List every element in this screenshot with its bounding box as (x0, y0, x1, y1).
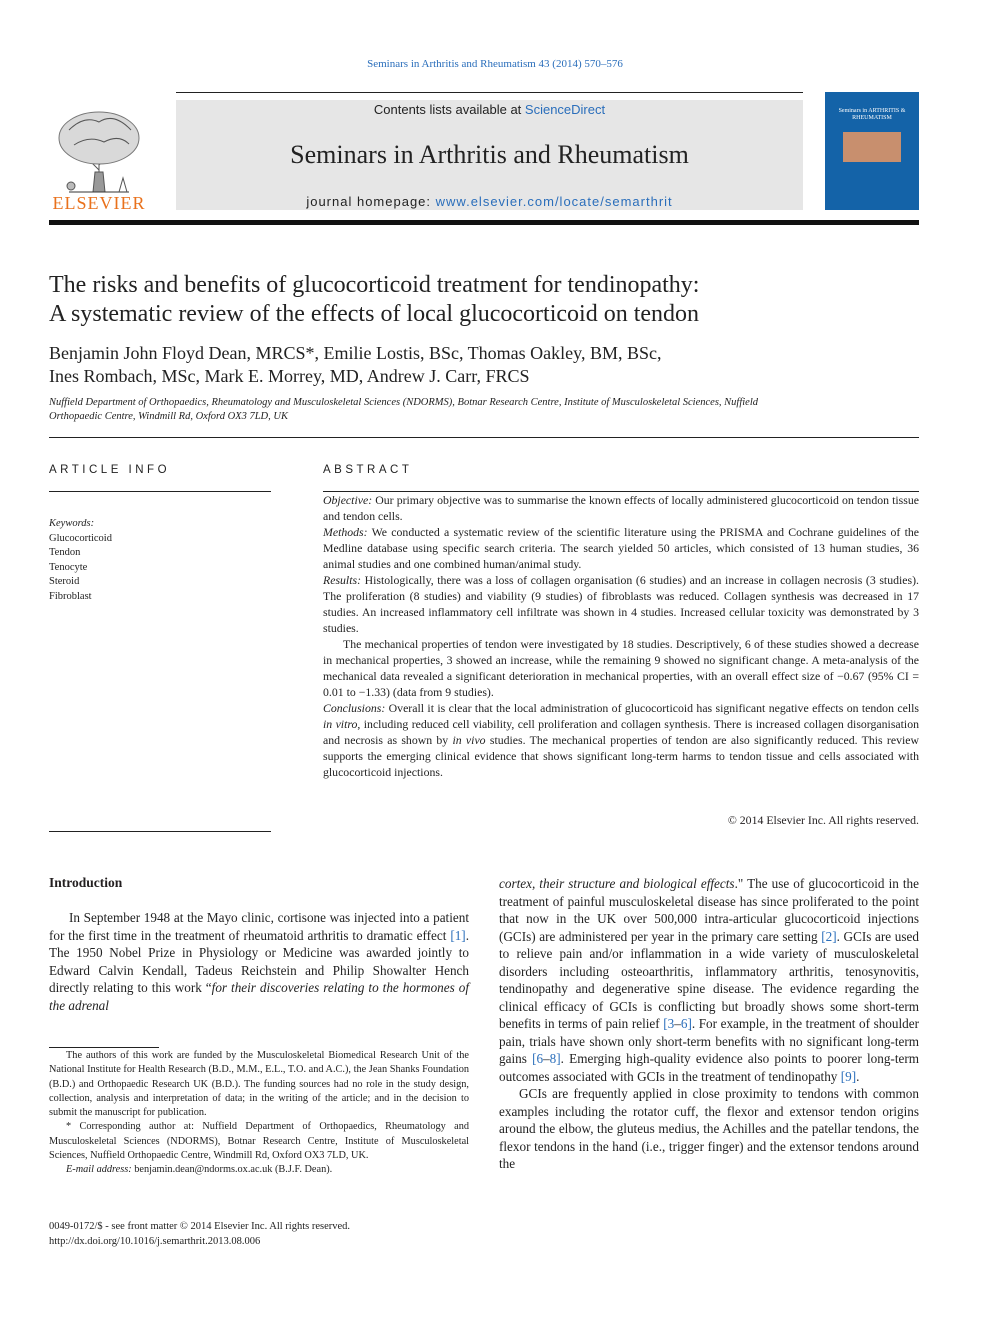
intro-right-column (499, 875, 919, 1173)
journal-title: Seminars in Arthritis and Rheumatism (290, 140, 689, 169)
keyword-item: Tenocyte (49, 561, 88, 573)
journal-cover-thumbnail[interactable] (825, 92, 919, 210)
article-meta (49, 1220, 350, 1249)
reference-link[interactable]: [9] (840, 1068, 857, 1084)
abstract-results-mechanical: The mechanical properties of tendon were investigated by 18 studies. Descriptively, 6 of these studies showed a decrease in mechanical properties, 3 showed an increase, while the remaining 9 showed no significant change. A meta-analysis of the mechanical data revealed a significant deterioration in mechanical properties, with an overall effect size of −0.67 (95% CI = 0.01 to −1.33) (data from 9 studies). (323, 637, 919, 699)
intro-paragraph-1-cont: cortex, their structure and biological effects." The use of glucocorticoid in the treatment of painful musculoskeletal disease has since proliferated to the point that now in the UK over 500,000 intra-articular glucocorticoid injections (GCIs) are administered per year in the primary care setting [2]. GCIs are used to relieve pain and/or inflammation in a wide variety of musculoskeletal disorders including osteoarthritis, inflammatory arthritis, tenosynovitis, tendinopathy and degenerative spine disease. The evidence regarding the clinical efficacy of GCIs is conflicting but broadly shows some short-term benefits in terms of pain relief [3–6]. For example, in the treatment of shoulder pain, trials have shown only short-term benefits with no significant long-term gains [6–8]. Emerging high-quality evidence also points to poorer long-term outcomes associated with GCIs in the treatment of tendinopathy [9]. (499, 876, 920, 1084)
keyword-item: Tendon (49, 547, 81, 558)
keywords-label: Keywords: (49, 518, 95, 529)
doi-link[interactable]: http://dx.doi.org/10.1016/j.semarthrit.2013.08.006 (49, 1235, 261, 1247)
header-bottom-rule (49, 220, 919, 225)
keyword-item: Steroid (49, 576, 80, 587)
cover-title: Seminars in ARTHRITIS & RHEUMATISM (838, 108, 906, 121)
abstract-heading: ABSTRACT (323, 464, 413, 476)
article-info-bottom-rule (49, 831, 271, 832)
footnotes (49, 1049, 469, 1178)
homepage-prefix: journal homepage: (306, 194, 436, 209)
intro-paragraph-2: GCIs are frequently applied in close proximity to tendons with common examples including the rotator cuff, the flexor and extensor tendon origins around the elbow, the gluteus medius, the Achilles and the patellar tendons, the flexor tendons in the hand (i.e., trigger finger) and the extensor tendons around the (499, 1086, 919, 1171)
email-footnote: E-mail address: benjamin.dean@ndorms.ox.ac.uk (B.J.F. Dean). (66, 1164, 333, 1176)
journal-homepage-line (176, 194, 803, 209)
reference-link[interactable]: 6] (680, 1016, 692, 1031)
introduction-heading: Introduction (49, 875, 123, 890)
article-info-rule (49, 491, 271, 492)
contents-line (176, 102, 803, 117)
keyword-item: Fibroblast (49, 590, 92, 602)
email-link[interactable]: benjamin.dean@ndorms.ox.ac.uk (B.J.F. Dean). (131, 1164, 333, 1176)
article-info-heading: ARTICLE INFO (49, 464, 171, 476)
issn-line: 0049-0172/$ - see front matter © 2014 Elsevier Inc. All rights reserved. (49, 1221, 351, 1232)
abstract-methods: Methods: We conducted a systematic review of the scientific literature using the PRISMA and Cochrane guidelines of the Medline database using specific search criteria. The search yielded 50 articles, which consisted of 13 human studies, 36 animal studies and one combined human/animal study. (323, 525, 919, 571)
contents-prefix: Contents lists available at (373, 102, 525, 117)
journal-homepage-link[interactable]: www.elsevier.com/locate/semarthrit (435, 194, 673, 209)
abstract-conclusions: Conclusions: Overall it is clear that the local administration of glucocorticoid has significant negative effects on tendon cells in vitro, including reduced cell viability, cell proliferation and collagen synthesis. There is increased collagen disorganisation and necrosis as shown by in vivo studies. The mechanical properties of tendon are also significantly reduced. This review supports the emerging clinical evidence that shows significant long-term harms to tendon tissue and cells associated with glucocorticoid injections. (323, 701, 920, 779)
header-top-rule (176, 92, 803, 93)
abstract-results: Results: Histologically, there was a loss of collagen organisation (6 studies) and an increase in collagen necrosis (3 studies). The proliferation (8 studies) and viability (9 studies) of fibroblasts was reduced. Collagen synthesis was decreased in 17 studies. An increased inflammatory cell infiltrate was shown in 4 studies. Increased cellular toxicity was demonstrated by 3 studies. (323, 573, 919, 635)
article-title (49, 271, 919, 329)
abstract-objective: Objective: Our primary objective was to summarise the known effects of locally administered glucocorticoid on tendon tissue and tendon cells. (323, 493, 919, 523)
journal-citation[interactable]: Seminars in Arthritis and Rheumatism 43 (2014) 570–576 (367, 58, 623, 70)
elsevier-wordmark: ELSEVIER (52, 193, 146, 213)
affiliation: Nuffield Department of Orthopaedics, Rheumatology and Musculoskeletal Sciences (NDORMS), Botnar Research Centre, Institute of Musculoskeletal Sciences, Nuffield Orthopaedic Centre, Windmill Rd, Oxford OX3 7LD, UK (49, 397, 758, 422)
title-line-2: A systematic review of the effects of local glucocorticoid on tendon (49, 301, 700, 327)
reference-link[interactable]: [6 (532, 1051, 544, 1066)
reference-link[interactable]: [2] (821, 928, 837, 944)
affiliation-rule (49, 437, 919, 438)
footnote-rule (49, 1047, 159, 1048)
intro-paragraph-1: In September 1948 at the Mayo clinic, cortisone was injected into a patient for the first time in the treatment of rheumatoid arthritis to dramatic effect [1]. The 1950 Nobel Prize in Physiology or Medicine was awarded jointly to Edward Calvin Kendall, Tadeus Reichstein and Philip Showalter Hench directly relating to this work “for their discoveries relating to the hormones of the adrenal (49, 910, 469, 1013)
abstract-body (323, 492, 919, 780)
corresponding-author-footnote: * Corresponding author at: Nuffield Department of Orthopaedics, Rheumatology and Musculoskeletal Sciences (NDORMS), Botnar Research Centre, Institute of Musculoskeletal Sciences, Nuffield Orthopaedic Centre, Windmill Rd, Oxford OX3 7LD, UK. (49, 1121, 469, 1162)
keywords-block (49, 517, 269, 604)
cover-image (843, 132, 901, 162)
reference-link[interactable]: [3 (663, 1016, 675, 1031)
author-list (49, 342, 919, 388)
funding-footnote: The authors of this work are funded by the Musculoskeletal Biomedical Research Unit of the National Institute for Health Research (B.D., M.M., E.L., T.O. and A.C.), the Jean Shanks Foundation (B.D.) and Orthopaedic Research UK (B.D.). The funding sources had no role in the study design, collection, analysis and interpretation of data; in the writing of the article; and in the decision to submit the manuscript for publication. (49, 1050, 469, 1119)
abstract-copyright: © 2014 Elsevier Inc. All rights reserved. (727, 813, 919, 827)
title-line-1: The risks and benefits of glucocorticoid treatment for tendinopathy: (49, 272, 700, 298)
authors-line-1[interactable]: Benjamin John Floyd Dean, MRCS*, Emilie Lostis, BSc, Thomas Oakley, BM, BSc, (49, 343, 662, 363)
authors-line-2[interactable]: Ines Rombach, MSc, Mark E. Morrey, MD, Andrew J. Carr, FRCS (49, 366, 530, 386)
reference-link[interactable]: 8] (549, 1051, 561, 1066)
keyword-item: Glucocorticoid (49, 532, 112, 544)
reference-link[interactable]: [1] (450, 927, 466, 943)
sciencedirect-link[interactable]: ScienceDirect (524, 102, 606, 117)
intro-left-column (49, 909, 469, 1014)
